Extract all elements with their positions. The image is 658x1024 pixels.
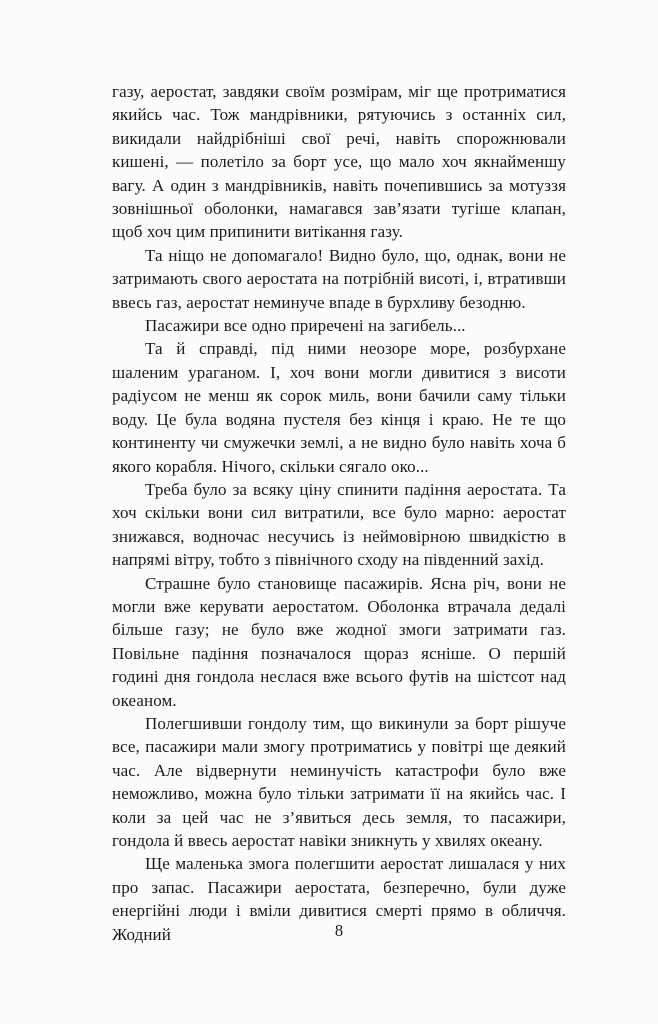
paragraph: Ще маленька змога полегшити аеростат лишалася у них про запас. Пасажири аеростата, безперечно, були дуже енергійні люди і вміли дивитися смерті прямо в обличчя. Жодний (112, 854, 566, 944)
paragraph: Пасажири все одно приречені на загибель... (145, 316, 466, 336)
paragraph: Треба було за всяку ціну спинити падіння аеростата. Та хоч скільки вони сил витратили, все було марно: аеростат знижався, водночас несучись із неймовірною швидкістю в напрямі вітру, тобто з північного сходу на південний захід. (112, 479, 566, 570)
paragraph: Полегшивши гондолу тим, що викинули за борт рішуче все, пасажири мали змогу протриматись у повітрі ще деякий час. Але відвернути неминучість катастрофи було вже неможливо, можна було тільки затримати її на якийсь час. І коли за цей час не з’явиться десь земля, то пасажири, гондола й ввесь аеростат навіки зникнуть у хвилях океану. (112, 713, 566, 850)
paragraph: Та ніщо не допомагало! Видно було, що, однак, вони не затримають свого аеростата на потрібній висоті, і, втративши ввесь газ, аеростат неминуче впаде в бурхливу безодню. (112, 245, 566, 312)
paragraph: Та й справді, під ними неозоре море, розбурхане шаленим ураганом. І, хоч вони могли дивитися з висоти радіусом не менш як сорок миль, вони бачили саму тільки воду. Це була водяна пустеля без кінця і краю. Не те що континенту чи смужечки землі, а не видно було навіть хоча б якого корабля. Нічого, скільки сягало око... (112, 339, 566, 476)
paragraph: Страшне було становище пасажирів. Ясна річ, вони не могли вже керувати аеростатом. Оболонка втрачала дедалі більше газу; не було вже жодної змоги затримати газ. Повільне падіння позначалося щораз ясніше. О першій годині дня гондола неслася вже всього футів на шістсот над океаном. (112, 573, 566, 710)
paragraph-continuation: газу, аеростат, завдяки своїм розмірам, міг ще протриматися якийсь час. Тож мандрівники, рятуючись з останніх сил, викидали найдрібніші свої речі, навіть спорожнювали кишені, — полетіло за борт усе, що мало хоч якнайменшу вагу. А один з мандрівників, навіть почепившись за мотуззя зовнішньої оболонки, намагався зав’язати тугіше клапан, щоб хоч цим припинити витікання газу. (112, 82, 566, 242)
text-block (112, 80, 566, 946)
page-number: 8 (334, 921, 344, 940)
